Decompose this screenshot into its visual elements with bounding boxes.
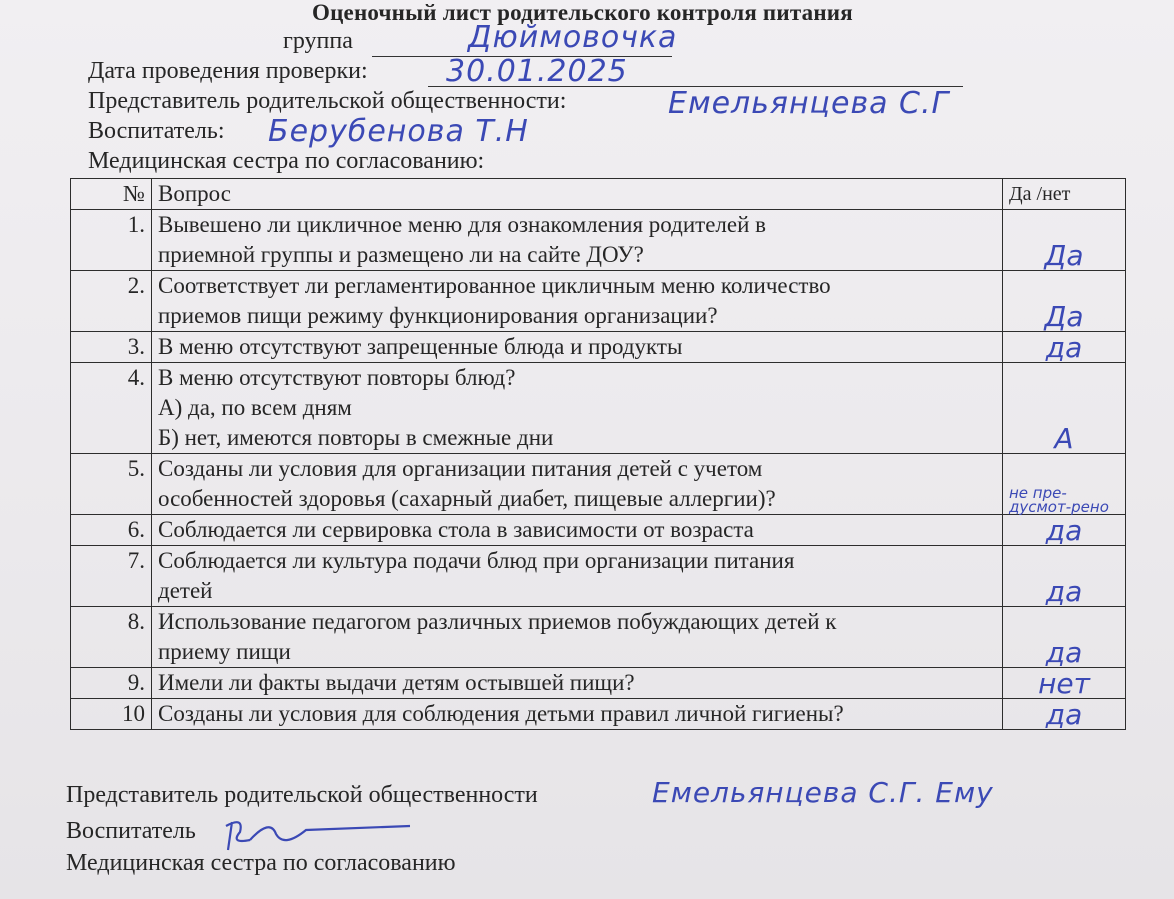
question-cell bbox=[152, 515, 1003, 546]
table-header-row bbox=[71, 179, 1126, 210]
parent-rep-value: Емельянцева С.Г bbox=[668, 86, 950, 121]
question-cell bbox=[152, 668, 1003, 699]
table-row bbox=[71, 699, 1126, 730]
answer-cell bbox=[1003, 363, 1126, 454]
question-cell bbox=[152, 699, 1003, 730]
question-cell bbox=[152, 454, 1003, 515]
handwritten-answer: да bbox=[1045, 331, 1083, 364]
table-row bbox=[71, 454, 1126, 515]
table-row bbox=[71, 271, 1126, 332]
table-row bbox=[71, 607, 1126, 668]
question-text-line: Соответствует ли регламентированное цикличным меню количество bbox=[158, 273, 831, 298]
question-text-line: Вывешено ли цикличное меню для ознакомления родителей в bbox=[158, 212, 767, 237]
footer-parent-rep-label: Представитель родительской общественности bbox=[66, 782, 538, 808]
question-cell bbox=[152, 546, 1003, 607]
handwritten-answer: Да bbox=[1044, 300, 1084, 333]
question-text-line: Созданы ли условия для организации питания детей с учетом bbox=[158, 456, 763, 481]
question-text-line: В меню отсутствуют запрещенные блюда и продукты bbox=[158, 334, 683, 359]
answer-cell bbox=[1003, 699, 1126, 730]
question-text-line: Имели ли факты выдачи детям остывшей пищи? bbox=[158, 670, 635, 695]
footer-nurse-label: Медицинская сестра по согласованию bbox=[66, 850, 456, 876]
column-header-answer: Да /нет bbox=[1003, 179, 1126, 210]
question-text-line: особенностей здоровья (сахарный диабет, пищевые аллергии)? bbox=[158, 486, 776, 511]
question-cell bbox=[152, 271, 1003, 332]
table-row bbox=[71, 210, 1126, 271]
row-number: 5. bbox=[71, 454, 152, 515]
row-number: 2. bbox=[71, 271, 152, 332]
question-text-line: приему пищи bbox=[158, 639, 291, 664]
handwritten-answer: да bbox=[1045, 575, 1083, 608]
question-cell bbox=[152, 332, 1003, 363]
parent-rep-label: Представитель родительской общественности: bbox=[88, 88, 567, 114]
question-cell bbox=[152, 210, 1003, 271]
question-text-line: Использование педагогом различных приемов побуждающих детей к bbox=[158, 609, 837, 634]
column-header-number: № bbox=[71, 179, 152, 210]
checklist-table bbox=[70, 178, 1126, 730]
question-text-line: Б) нет, имеются повторы в смежные дни bbox=[158, 425, 554, 450]
handwritten-answer: не пре-дусмот-рено bbox=[1009, 484, 1109, 516]
answer-cell bbox=[1003, 271, 1126, 332]
date-label: Дата проведения проверки: bbox=[88, 58, 368, 84]
handwritten-answer: да bbox=[1045, 514, 1083, 547]
row-number: 7. bbox=[71, 546, 152, 607]
question-text-line: Соблюдается ли сервировка стола в зависимости от возраста bbox=[158, 517, 754, 542]
column-header-question: Вопрос bbox=[152, 179, 1003, 210]
question-text-line: детей bbox=[158, 578, 213, 603]
nurse-label: Медицинская сестра по согласованию: bbox=[88, 148, 485, 174]
date-value: 30.01.2025 bbox=[446, 54, 628, 89]
row-number: 9. bbox=[71, 668, 152, 699]
footer-parent-rep-signature: Емельянцева С.Г. Ему bbox=[652, 776, 994, 809]
row-number: 1. bbox=[71, 210, 152, 271]
teacher-label: Воспитатель: bbox=[88, 118, 225, 144]
question-text-line: В меню отсутствуют повторы блюд? bbox=[158, 365, 516, 390]
table-row bbox=[71, 332, 1126, 363]
footer-teacher-label: Воспитатель bbox=[66, 818, 196, 844]
row-number: 4. bbox=[71, 363, 152, 454]
handwritten-answer: да bbox=[1045, 698, 1083, 731]
answer-cell bbox=[1003, 607, 1126, 668]
handwritten-answer: да bbox=[1045, 636, 1083, 669]
teacher-value: Берубенова Т.Н bbox=[268, 114, 529, 149]
answer-cell bbox=[1003, 515, 1126, 546]
document-title: Оценочный лист родительского контроля питания bbox=[312, 0, 853, 25]
table-row bbox=[71, 363, 1126, 454]
answer-cell bbox=[1003, 668, 1126, 699]
answer-cell bbox=[1003, 546, 1126, 607]
row-number: 6. bbox=[71, 515, 152, 546]
answer-cell bbox=[1003, 454, 1126, 515]
group-label: группа bbox=[283, 28, 353, 54]
question-text-line: приемной группы и размещено ли на сайте ДОУ? bbox=[158, 242, 644, 267]
table-row bbox=[71, 546, 1126, 607]
group-value: Дюймовочка bbox=[468, 20, 678, 55]
row-number: 3. bbox=[71, 332, 152, 363]
row-number: 10 bbox=[71, 699, 152, 730]
row-number: 8. bbox=[71, 607, 152, 668]
handwritten-answer: Да bbox=[1044, 239, 1084, 272]
question-cell bbox=[152, 607, 1003, 668]
question-text-line: Соблюдается ли культура подачи блюд при организации питания bbox=[158, 548, 795, 573]
question-cell bbox=[152, 363, 1003, 454]
handwritten-answer: А bbox=[1054, 422, 1074, 455]
question-text-line: Созданы ли условия для соблюдения детьми правил личной гигиены? bbox=[158, 701, 844, 726]
answer-cell bbox=[1003, 332, 1126, 363]
table-row bbox=[71, 668, 1126, 699]
question-text-line: А) да, по всем дням bbox=[158, 395, 352, 420]
table-row bbox=[71, 515, 1126, 546]
question-text-line: приемов пищи режиму функционирования организации? bbox=[158, 303, 718, 328]
answer-cell bbox=[1003, 210, 1126, 271]
handwritten-answer: нет bbox=[1038, 667, 1090, 700]
table-body bbox=[71, 210, 1126, 730]
